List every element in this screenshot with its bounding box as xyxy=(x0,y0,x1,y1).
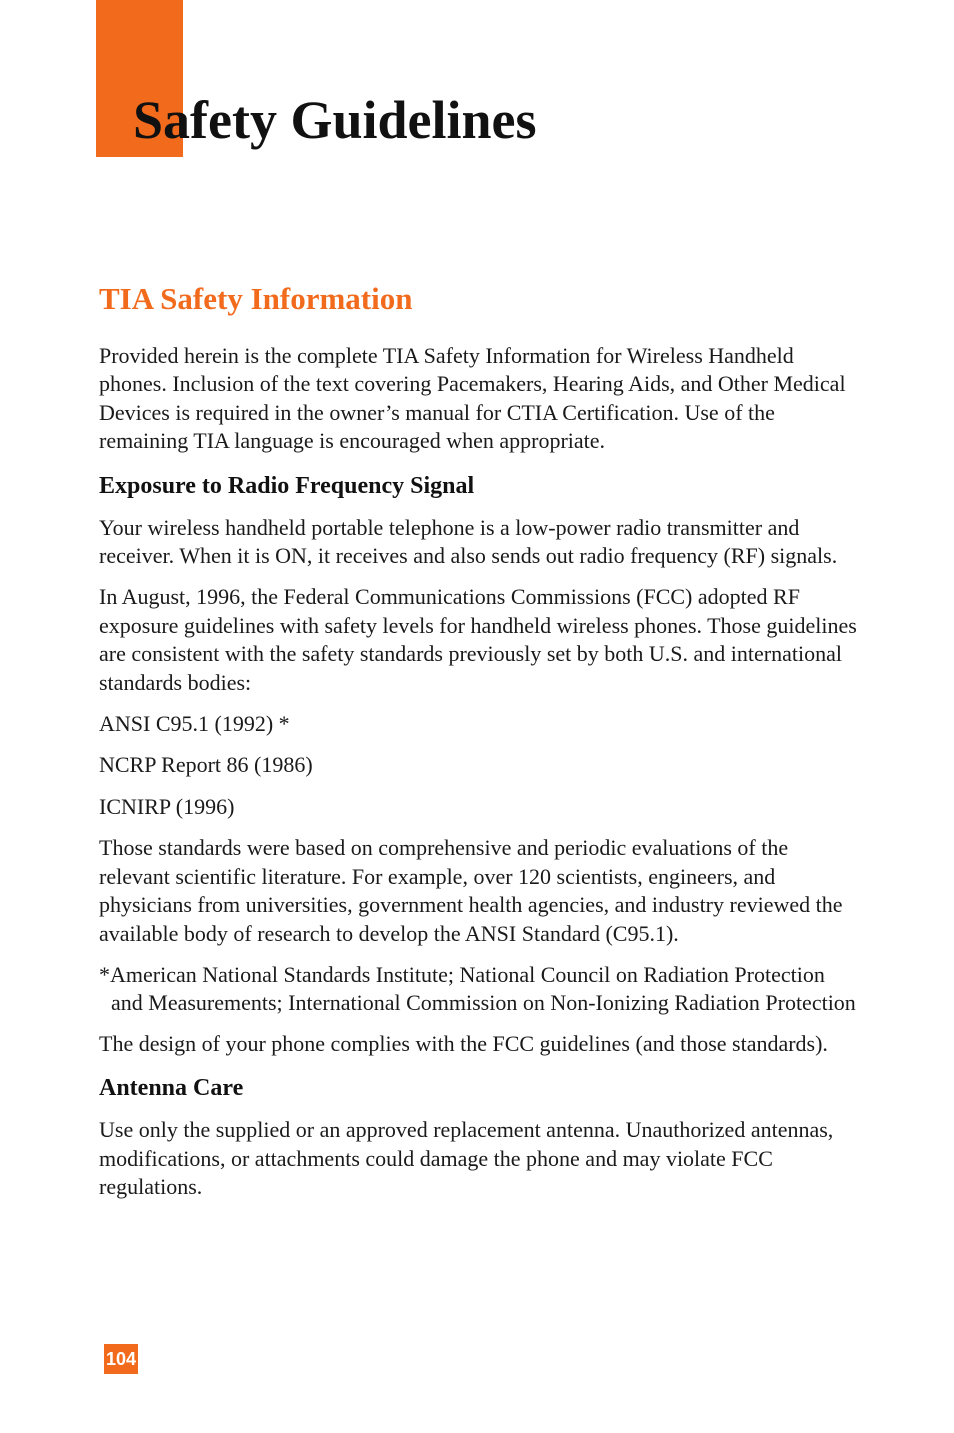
exposure-paragraph-2: In August, 1996, the Federal Communications Commissions (FCC) adopted RF exposure guidelines with safety levels for handheld wireless phones. Those guidelines are consistent with the safety standards previously set by both U.S. and international standards bodies: xyxy=(99,584,857,695)
antenna-paragraph: Use only the supplied or an approved replacement antenna. Unauthorized antennas, modifications, or attachments could damage the phone and may violate FCC regulations. xyxy=(99,1117,834,1200)
standard-item: NCRP Report 86 (1986) xyxy=(99,752,313,778)
intro-paragraph: Provided herein is the complete TIA Safety Information for Wireless Handheld phones. Inclusion of the text covering Pacemakers, Hearing Aids, and Other Medical Devices is required in the owner’s manual for CTIA Certification. Use of the remaining TIA language is encouraged when appropriate. xyxy=(99,343,846,454)
exposure-paragraph-1: Your wireless handheld portable telephone is a low-power radio transmitter and receiver. When it is ON, it receives and also sends out radio frequency (RF) signals. xyxy=(99,514,838,569)
page-number-badge: 104 xyxy=(104,1344,138,1374)
page-content xyxy=(99,276,859,1215)
page-title: Safety Guidelines xyxy=(133,90,537,150)
exposure-paragraph-3: Those standards were based on comprehensive and periodic evaluations of the relevant scientific literature. For example, over 120 scientists, engineers, and physicians from universities, government health agencies, and industry reviewed the available body of research to develop the ANSI Standard (C95.1). xyxy=(99,835,843,946)
standard-item: ICNIRP (1996) xyxy=(99,793,235,819)
standards-footnote: *American National Standards Institute; National Council on Radiation Protection and Measurements; International Commission on Non-Ionizing Radiation Protection xyxy=(99,961,856,1015)
section-heading: TIA Safety Information xyxy=(99,281,413,316)
exposure-paragraph-4: The design of your phone complies with the FCC guidelines (and those standards). xyxy=(99,1030,828,1056)
antenna-heading: Antenna Care xyxy=(99,1075,244,1102)
standard-item: ANSI C95.1 (1992) * xyxy=(99,711,290,737)
exposure-heading: Exposure to Radio Frequency Signal xyxy=(99,472,475,499)
